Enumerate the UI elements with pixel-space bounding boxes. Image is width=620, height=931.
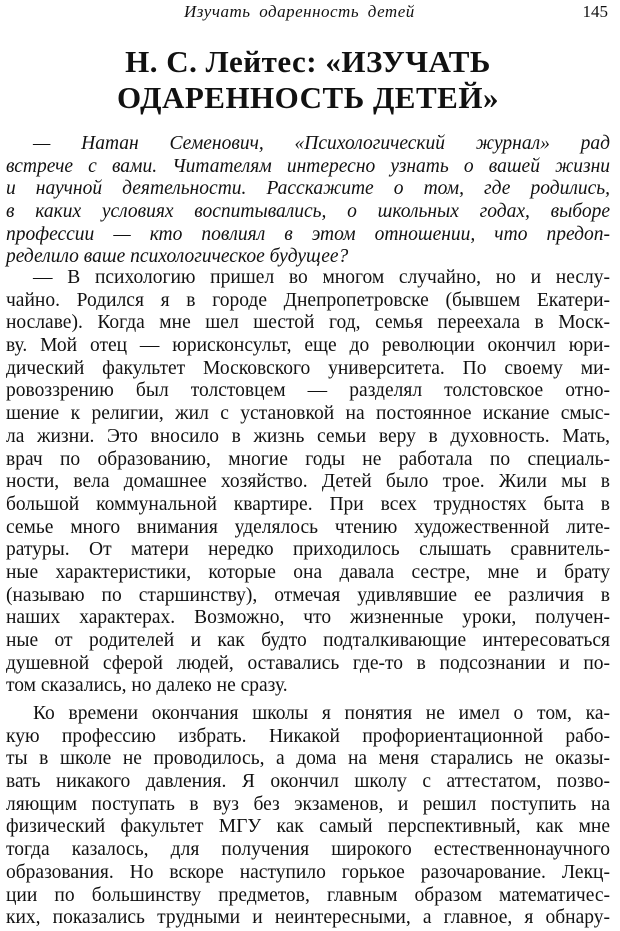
answer-line: чайно. Родился я в городе Днепропетровске (бывшем Екатери- bbox=[6, 289, 610, 311]
answer-line: ные характеристики, которые она давала сестре, мне и брату bbox=[6, 561, 610, 583]
answer-line: ты в школе не проводилось, а дома на меня старались не оказы- bbox=[6, 748, 610, 770]
answer-line: ности, вела домашнее хозяйство. Детей было трое. Жили мы в bbox=[6, 471, 610, 493]
page-number: 145 bbox=[582, 2, 608, 21]
answer-line: семье много внимания уделялось чтению художественной лите- bbox=[6, 516, 610, 538]
article-title-line: Н. С. Лейтес: «ИЗУЧАТЬ bbox=[125, 44, 491, 79]
answer-line: наших характерах. Возможно, что жизненные уроки, получен- bbox=[6, 607, 610, 629]
answer-line: (называю по старшинству), отмечая удивлявшие ее различия в bbox=[6, 584, 610, 606]
question-line: в каких условиях воспитывались, о школьных годах, выборе bbox=[6, 201, 610, 223]
answer-line: шение к религии, жил с установкой на постоянное искание смыс- bbox=[6, 403, 610, 425]
answer-line: ные от родителей и как будто подталкивающие интересоваться bbox=[6, 630, 610, 651]
book-page bbox=[6, 0, 610, 931]
answer-line: большой коммунальной квартире. При всех трудностях быта в bbox=[6, 493, 610, 515]
interviewer-question bbox=[6, 133, 610, 269]
answer-line: вать никакого давления. Я окончил школу с аттестатом, позво- bbox=[6, 771, 610, 793]
question-line: профессии — кто повлиял в этом отношении, что предоп- bbox=[6, 223, 610, 245]
answer-line: ву. Мой отец — юрисконсульт, еще до революции окончил юри- bbox=[6, 335, 610, 357]
answer-line: душевной сферой людей, оставались где-то в подсознании и по- bbox=[6, 652, 610, 674]
running-title: Изучать одаренность детей bbox=[184, 2, 415, 21]
answer-line: кую профессию избрать. Никакой профориентационной рабо- bbox=[6, 725, 610, 747]
question-line: встрече с вами. Читателям интересно узнать о вашей жизни bbox=[6, 155, 610, 177]
article-title bbox=[6, 44, 610, 116]
answer-line: физический факультет МГУ как самый перспективный, как мне bbox=[6, 816, 610, 838]
answer-line: ких, показались трудными и неинтересными, а главное, я обнару- bbox=[6, 907, 610, 929]
answer-line: — В психологию пришел во многом случайно, но и неслу- bbox=[33, 267, 610, 288]
running-header bbox=[6, 2, 610, 24]
answer-line: тогда казалось, для получения широкого естественнонаучного bbox=[6, 839, 610, 861]
article-title-line: ОДАРЕННОСТЬ ДЕТЕЙ» bbox=[117, 80, 499, 115]
question-line: — Натан Семенович, «Психологический журнал» рад bbox=[33, 133, 610, 154]
answer-paragraph-2 bbox=[6, 703, 610, 930]
answer-line: Ко времени окончания школы я понятия не имел о том, ка- bbox=[33, 703, 610, 724]
answer-line: ратуры. От матери нередко приходилось слышать сравнитель- bbox=[6, 539, 610, 561]
answer-line: том сказались, но далеко не сразу. bbox=[6, 675, 288, 697]
answer-line: ции по большинству предметов, главным образом математичес- bbox=[6, 884, 610, 906]
answer-line: нославе). Когда мне шел шестой год, семья переехала в Моск- bbox=[6, 312, 610, 334]
answer-line: ла жизни. Это вносило в жизнь семьи веру в духовность. Мать, bbox=[6, 425, 610, 447]
answer-line: ляющим поступать в вуз без экзаменов, и решил поступить на bbox=[6, 793, 610, 815]
answer-paragraph-1 bbox=[6, 267, 610, 698]
question-line: ределило ваше психологическое будущее? bbox=[6, 246, 349, 268]
answer-line: дический факультет Московского университета. По своему ми- bbox=[6, 357, 610, 379]
answer-line: ровоззрению был толстовцем — разделял толстовское отно- bbox=[6, 380, 610, 402]
answer-line: врач по образованию, многие годы не работала по специаль- bbox=[6, 448, 610, 470]
question-line: и научной деятельности. Расскажите о том, где родились, bbox=[6, 178, 610, 200]
answer-line: образования. Но вскоре наступило горькое разочарование. Лекц- bbox=[6, 861, 610, 883]
